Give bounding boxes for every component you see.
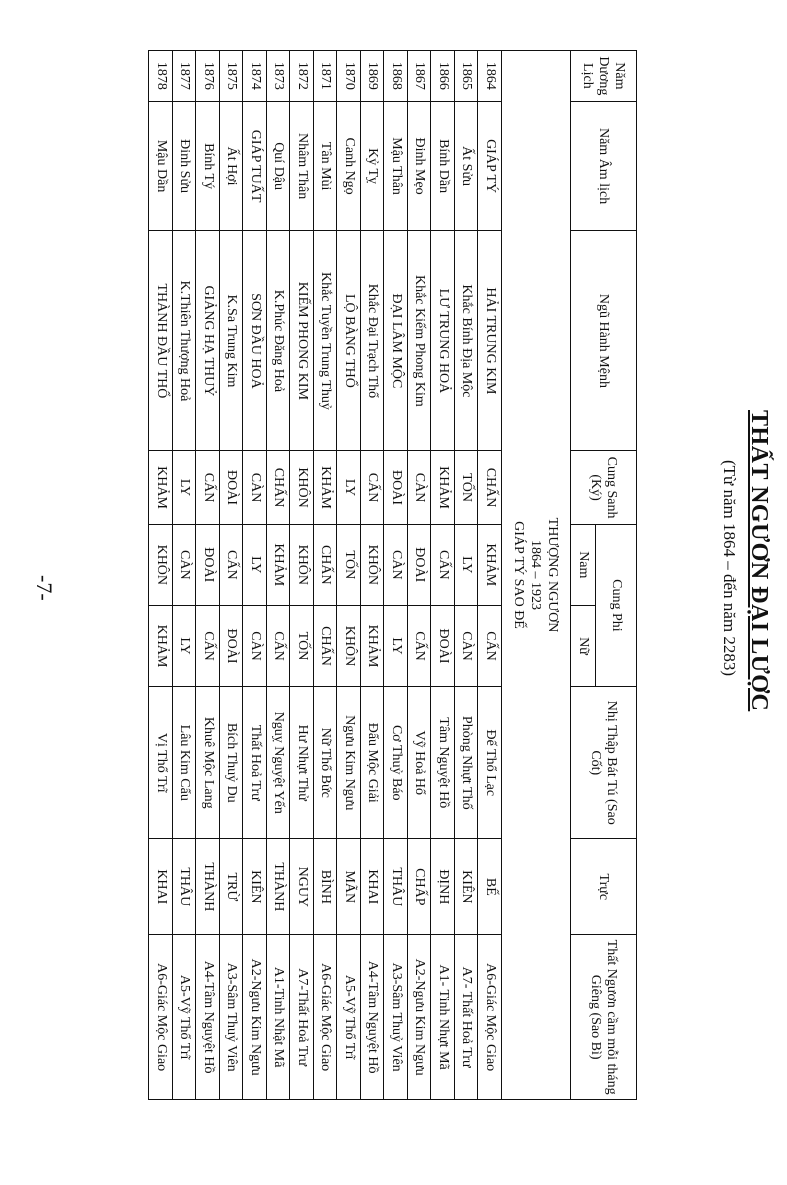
cell-cung-sanh: KHÔN: [290, 451, 314, 524]
cell-cung-phi-nu: ĐOÀI: [431, 605, 455, 686]
cell-am-lich: Đinh Sửu: [173, 101, 197, 231]
cell-am-lich: Bính Dần: [431, 101, 455, 231]
header-ngu-hanh: Ngũ Hành Mệnh: [571, 231, 637, 451]
cell-truc: TRỪ: [220, 839, 244, 935]
cell-duong-lich: 1868: [384, 51, 408, 102]
cell-cung-phi-nam: LY: [455, 524, 479, 605]
header-duong-lich: Năm Dương Lịch: [571, 51, 637, 102]
cell-cung-phi-nu: TỐN: [290, 605, 314, 686]
table-row: [337, 51, 361, 1100]
cell-cung-phi-nam: KHÔN: [149, 524, 173, 605]
cell-cung-phi-nu: CẤN: [408, 605, 432, 686]
cell-cung-sanh: CÀN: [408, 451, 432, 524]
cell-that-nguon: A4-Tâm Nguyệt Hồ: [196, 935, 220, 1100]
cell-am-lich: Nhâm Thân: [290, 101, 314, 231]
cell-that-nguon: A3-Sâm Thuỷ Viên: [220, 935, 244, 1100]
cell-cung-sanh: CÀN: [243, 451, 267, 524]
cell-am-lich: GIÁP TÝ: [478, 101, 502, 231]
cell-cung-sanh: CẤN: [196, 451, 220, 524]
cell-truc: KIÊN: [455, 839, 479, 935]
cell-duong-lich: 1877: [173, 51, 197, 102]
cell-duong-lich: 1878: [149, 51, 173, 102]
cell-am-lich: Mậu Dần: [149, 101, 173, 231]
cell-ngu-hanh: THÀNH ĐẦU THỔ: [149, 231, 173, 451]
cell-cung-sanh: CHẤN: [267, 451, 291, 524]
cell-cung-phi-nu: CẤN: [478, 605, 502, 686]
cell-cung-phi-nu: CHẤN: [314, 605, 338, 686]
table-row: [431, 51, 455, 1100]
cell-cung-sanh: KHẢM: [431, 451, 455, 524]
cell-am-lich: Kỷ Tỵ: [361, 101, 385, 231]
cell-cung-phi-nu: ĐOÀI: [220, 605, 244, 686]
cell-cung-phi-nu: CÀN: [455, 605, 479, 686]
cell-ngu-hanh: Khắc Đại Trạch Thổ: [361, 231, 385, 451]
cell-duong-lich: 1865: [455, 51, 479, 102]
cell-truc: KIÊN: [243, 839, 267, 935]
band-row: [502, 51, 571, 1100]
cell-that-nguon: A5-Vỹ Thổ Trĩ: [173, 935, 197, 1100]
cell-that-nguon: A2-Ngưu Kim Ngưu: [408, 935, 432, 1100]
cell-cung-phi-nam: ĐOÀI: [196, 524, 220, 605]
table-row: [455, 51, 479, 1100]
cell-truc: KHAI: [361, 839, 385, 935]
cell-truc: ĐỊNH: [431, 839, 455, 935]
cell-nhi-thap-bat-tu: Bích Thuỷ Du: [220, 687, 244, 839]
cell-am-lich: Ất Hợi: [220, 101, 244, 231]
cell-nhi-thap-bat-tu: Nguỵ Nguyệt Yến: [267, 687, 291, 839]
cell-truc: NGUY: [290, 839, 314, 935]
cell-nhi-thap-bat-tu: Khuê Mộc Lang: [196, 687, 220, 839]
cell-that-nguon: A5-Vỹ Thổ Trĩ: [337, 935, 361, 1100]
document-title: THẤT NGƯƠN ĐẠI LƯỢC: [746, 410, 772, 712]
cell-cung-sanh: ĐOÀI: [220, 451, 244, 524]
header-am-lich: Năm Âm lịch: [571, 101, 637, 231]
band-line-2: 1864 – 1923: [528, 540, 544, 610]
cell-ngu-hanh: GIẢNG HẠ THUỶ: [196, 231, 220, 451]
cell-cung-phi-nam: KHÔN: [290, 524, 314, 605]
table-row: [290, 51, 314, 1100]
cell-ngu-hanh: K.Phúc Đăng Hoả: [267, 231, 291, 451]
cell-am-lich: Ất Sửu: [455, 101, 479, 231]
page-number: -7-: [32, 575, 57, 601]
header-cung-phi: Cung Phi: [596, 524, 637, 686]
cell-duong-lich: 1875: [220, 51, 244, 102]
cell-cung-sanh: KHẢM: [314, 451, 338, 524]
header-nhi-thap-bat-tu: Nhị Thập Bát Tú (Sao Cốt): [571, 687, 637, 839]
table-row: [149, 51, 173, 1100]
cell-ngu-hanh: LỘ BÀNG THỔ: [337, 231, 361, 451]
cell-cung-phi-nu: LY: [384, 605, 408, 686]
cell-nhi-thap-bat-tu: Vỹ Hoả Hổ: [408, 687, 432, 839]
cell-cung-phi-nam: LY: [243, 524, 267, 605]
cell-truc: BÌNH: [314, 839, 338, 935]
band-cell: [502, 51, 571, 1100]
header-cung-sanh: Cung Sanh (Ký): [571, 451, 637, 524]
cell-duong-lich: 1872: [290, 51, 314, 102]
header-that-nguon: Thất Ngươn cầm mỗi tháng Giêng (Sao Bì): [571, 935, 637, 1100]
table-row: [173, 51, 197, 1100]
cell-ngu-hanh: Khắc Tuyền Trung Thuỷ: [314, 231, 338, 451]
cell-truc: KHAI: [149, 839, 173, 935]
cell-that-nguon: A6-Giác Mộc Giao: [149, 935, 173, 1100]
cell-that-nguon: A2-Ngưu Kim Ngưu: [243, 935, 267, 1100]
cell-cung-phi-nam: CÀN: [384, 524, 408, 605]
cell-am-lich: Đinh Mẹo: [408, 101, 432, 231]
cell-duong-lich: 1867: [408, 51, 432, 102]
cell-cung-phi-nu: KHẢM: [361, 605, 385, 686]
cell-nhi-thap-bat-tu: Hư Nhựt Thử: [290, 687, 314, 839]
cell-am-lich: Tân Mùi: [314, 101, 338, 231]
cell-that-nguon: A6-Giác Mộc Giao: [478, 935, 502, 1100]
almanac-table: [149, 50, 638, 1100]
cell-ngu-hanh: KIẾM PHONG KIM: [290, 231, 314, 451]
cell-ngu-hanh: K.Thiên Thượng Hoả: [173, 231, 197, 451]
cell-cung-sanh: CHẤN: [478, 451, 502, 524]
table-row: [408, 51, 432, 1100]
cell-cung-sanh: KHẢM: [149, 451, 173, 524]
cell-truc: THÀNH: [267, 839, 291, 935]
table-row: [478, 51, 502, 1100]
cell-nhi-thap-bat-tu: Tâm Nguyệt Hồ: [431, 687, 455, 839]
cell-nhi-thap-bat-tu: Thất Hoả Trư: [243, 687, 267, 839]
cell-truc: THÂU: [384, 839, 408, 935]
cell-that-nguon: A7-Thất Hoả Trư: [290, 935, 314, 1100]
cell-cung-sanh: ĐOÀI: [384, 451, 408, 524]
cell-cung-phi-nam: ĐOÀI: [408, 524, 432, 605]
cell-duong-lich: 1874: [243, 51, 267, 102]
cell-that-nguon: A7- Thất Hoả Trư: [455, 935, 479, 1100]
cell-truc: MÃN: [337, 839, 361, 935]
cell-cung-sanh: LY: [337, 451, 361, 524]
cell-that-nguon: A1- Tinh Nhựt Mã: [431, 935, 455, 1100]
cell-duong-lich: 1870: [337, 51, 361, 102]
band-line-1: THƯỢNG NGƯƠN: [545, 517, 561, 633]
cell-that-nguon: A4-Tâm Nguyệt Hồ: [361, 935, 385, 1100]
cell-am-lich: Bính Tý: [196, 101, 220, 231]
band-line-3: GIÁP TÝ SAO ĐẾ: [511, 521, 527, 629]
cell-ngu-hanh: SƠN ĐẦU HOẢ: [243, 231, 267, 451]
cell-cung-phi-nam: KHẢM: [267, 524, 291, 605]
cell-cung-phi-nu: KHÔN: [337, 605, 361, 686]
table-row: [243, 51, 267, 1100]
cell-cung-phi-nu: CẤN: [196, 605, 220, 686]
cell-nhi-thap-bat-tu: Đẩu Mộc Giải: [361, 687, 385, 839]
cell-duong-lich: 1864: [478, 51, 502, 102]
cell-cung-phi-nam: KHÔN: [361, 524, 385, 605]
cell-ngu-hanh: ĐẠI LÂM MỘC: [384, 231, 408, 451]
cell-duong-lich: 1873: [267, 51, 291, 102]
cell-cung-phi-nam: CẤN: [431, 524, 455, 605]
table-row: [196, 51, 220, 1100]
cell-cung-sanh: TỐN: [455, 451, 479, 524]
cell-am-lich: GIÁP TUẤT: [243, 101, 267, 231]
table-row: [314, 51, 338, 1100]
cell-nhi-thap-bat-tu: Lâu Kim Cẩu: [173, 687, 197, 839]
cell-cung-phi-nu: LY: [173, 605, 197, 686]
table-row: [384, 51, 408, 1100]
cell-truc: THÀNH: [196, 839, 220, 935]
cell-ngu-hanh: LƯ TRUNG HOẢ: [431, 231, 455, 451]
cell-ngu-hanh: Khắc Bính Địa Mộc: [455, 231, 479, 451]
cell-that-nguon: A3-Sâm Thuỷ Viên: [384, 935, 408, 1100]
cell-ngu-hanh: Khắc Kiếm Phong Kim: [408, 231, 432, 451]
table-row: [361, 51, 385, 1100]
cell-nhi-thap-bat-tu: Phòng Nhựt Thố: [455, 687, 479, 839]
cell-nhi-thap-bat-tu: Ngưu Kim Ngưu: [337, 687, 361, 839]
cell-duong-lich: 1869: [361, 51, 385, 102]
cell-cung-phi-nam: CÀN: [173, 524, 197, 605]
header-nu: Nữ: [571, 605, 596, 686]
cell-nhi-thap-bat-tu: Đế Thổ Lạc: [478, 687, 502, 839]
cell-truc: THÂU: [173, 839, 197, 935]
cell-that-nguon: A6-Giác Mộc Giao: [314, 935, 338, 1100]
cell-nhi-thap-bat-tu: Vị Thổ Trĩ: [149, 687, 173, 839]
cell-cung-phi-nam: KHẢM: [478, 524, 502, 605]
cell-nhi-thap-bat-tu: Nữ Thổ Bức: [314, 687, 338, 839]
cell-cung-sanh: CẤN: [361, 451, 385, 524]
cell-truc: CHẤP: [408, 839, 432, 935]
header-truc: Trực: [571, 839, 637, 935]
cell-cung-phi-nu: CÀN: [243, 605, 267, 686]
cell-ngu-hanh: HẢI TRUNG KIM: [478, 231, 502, 451]
cell-cung-phi-nam: TỐN: [337, 524, 361, 605]
cell-cung-sanh: LY: [173, 451, 197, 524]
cell-duong-lich: 1866: [431, 51, 455, 102]
cell-ngu-hanh: K.Sa Trung Kim: [220, 231, 244, 451]
cell-am-lich: Quí Dậu: [267, 101, 291, 231]
cell-duong-lich: 1876: [196, 51, 220, 102]
cell-nhi-thap-bat-tu: Cơ Thuỷ Báo: [384, 687, 408, 839]
cell-duong-lich: 1871: [314, 51, 338, 102]
table-row: [220, 51, 244, 1100]
cell-am-lich: Canh Ngọ: [337, 101, 361, 231]
document-subtitle: (Từ năm 1864 – đến năm 2283): [720, 460, 739, 677]
cell-truc: BẾ: [478, 839, 502, 935]
cell-cung-phi-nu: CẤN: [267, 605, 291, 686]
cell-cung-phi-nam: CẤN: [220, 524, 244, 605]
cell-cung-phi-nu: KHẢM: [149, 605, 173, 686]
table-row: [267, 51, 291, 1100]
cell-cung-phi-nam: CHẤN: [314, 524, 338, 605]
header-nam: Nam: [571, 524, 596, 605]
cell-am-lich: Mậu Thân: [384, 101, 408, 231]
cell-that-nguon: A1-Tinh Nhật Mã: [267, 935, 291, 1100]
